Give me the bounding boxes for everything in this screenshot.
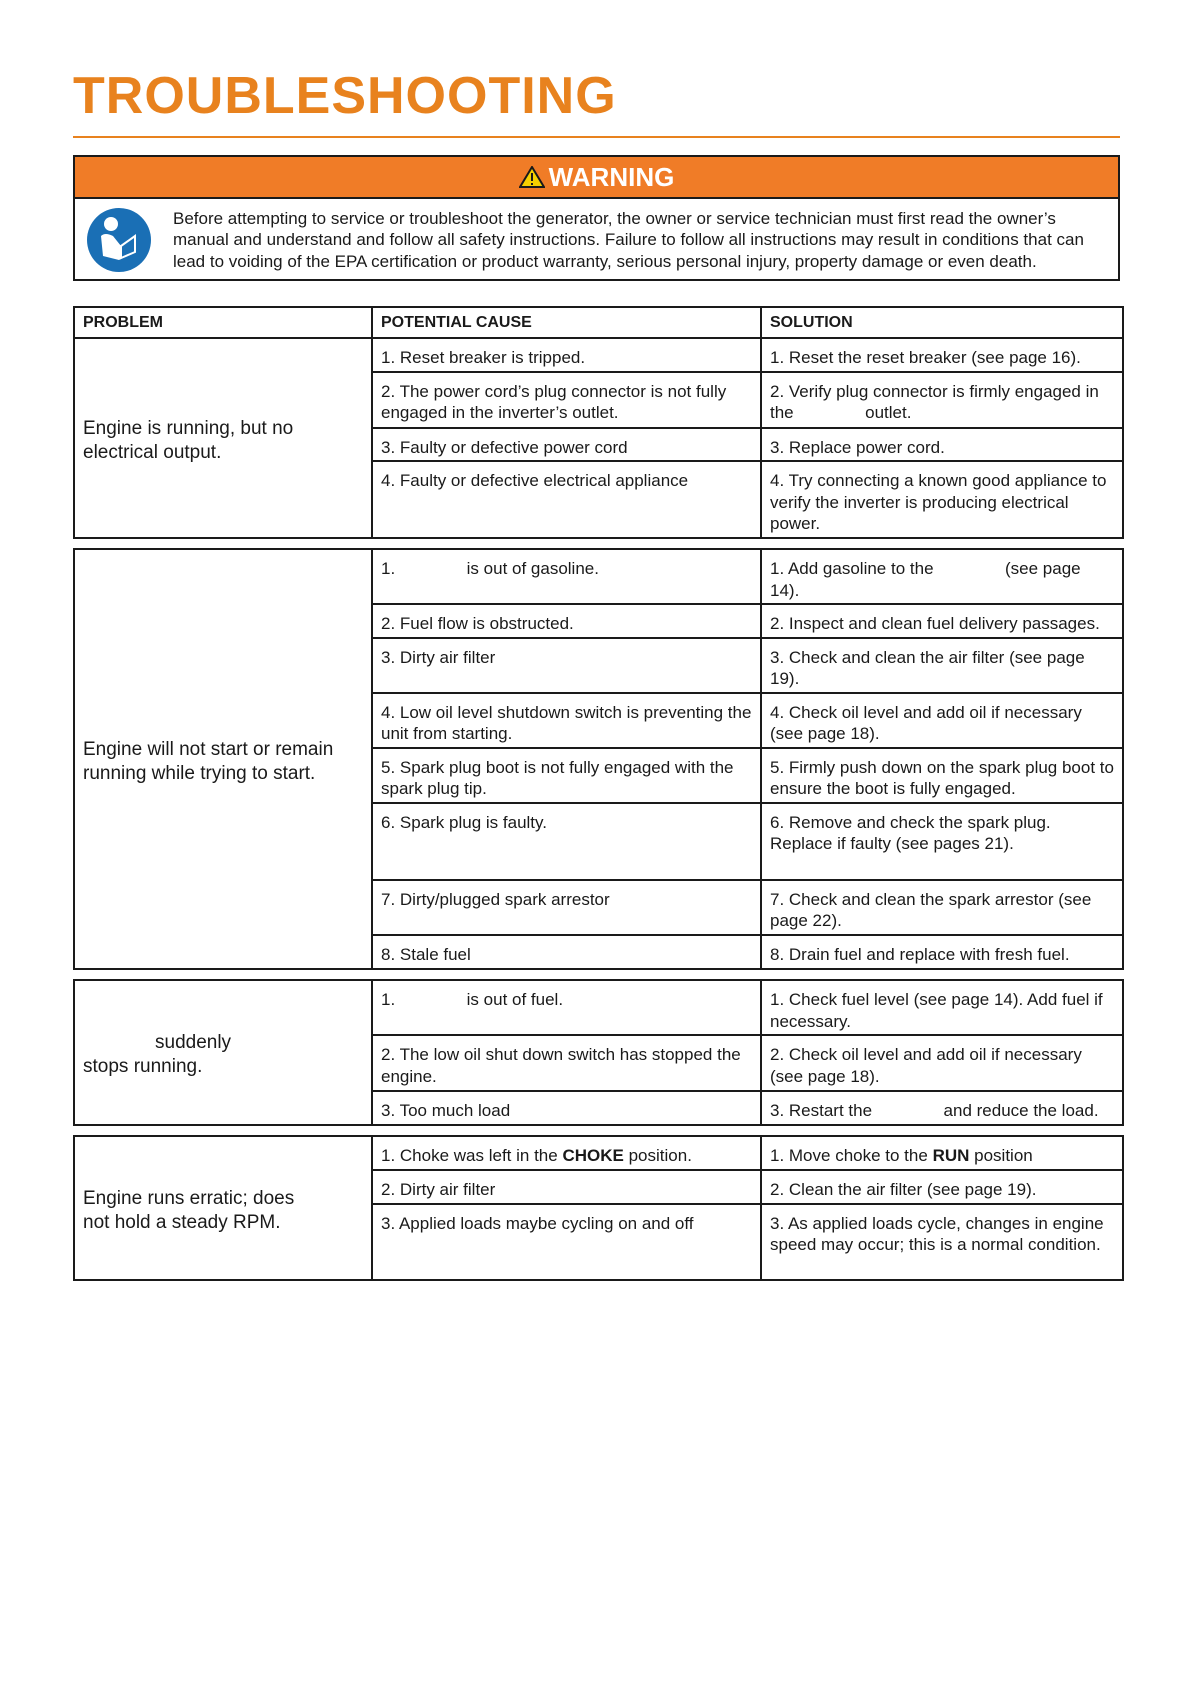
solution-cell: 3. Replace power cord. [761, 428, 1123, 462]
cause-cell: 1. Reset breaker is tripped. [372, 338, 761, 372]
solution-text: and reduce the load. [943, 1101, 1099, 1120]
solution-text: 3. Restart the [770, 1101, 873, 1120]
solution-cell: 3. As applied loads cycle, changes in engine speed may occur; this is a normal condition. [761, 1204, 1123, 1280]
solution-text: position [974, 1146, 1033, 1165]
solution-cell [761, 1136, 1123, 1170]
cause-cell: 4. Low oil level shutdown switch is preventing the unit from starting. [372, 693, 761, 748]
warning-text: Before attempting to service or troubleshoot the generator, the owner or service technician must first read the owner’s manual and understand and follow all safety instructions. Failure to follow all instructions may result in conditions that can lead to voiding of the EPA certification or product warranty, serious personal injury, property damage or even death. [173, 208, 1084, 271]
cause-cell: 3. Applied loads maybe cycling on and off [372, 1204, 761, 1280]
solution-text: outlet. [865, 403, 912, 422]
solution-text: 1. Add gasoline to the [770, 559, 934, 578]
cause-cell: 8. Stale fuel [372, 935, 761, 969]
cause-keyword: CHOKE [562, 1146, 624, 1165]
solution-keyword: RUN [932, 1146, 970, 1165]
problem-text: suddenly [155, 1032, 232, 1054]
cause-cell: 4. Faulty or defective electrical appliance [372, 461, 761, 538]
cause-cell [372, 980, 761, 1035]
cause-cell: 2. The power cord’s plug connector is not fully engaged in the inverter’s outlet. [372, 372, 761, 428]
cause-text: 1. [381, 559, 396, 578]
cause-text: 1. Choke was left in the [381, 1146, 558, 1165]
cause-cell: 3. Too much load [372, 1091, 761, 1125]
solution-text: 1. Move choke to the [770, 1146, 928, 1165]
solution-cell [761, 549, 1123, 604]
cause-text: 1. [381, 990, 396, 1009]
solution-cell [761, 372, 1123, 428]
cause-cell: 2. Dirty air filter [372, 1170, 761, 1204]
solution-cell: 1. Check fuel level (see page 14). Add fuel if necessary. [761, 980, 1123, 1035]
cause-cell: 2. The low oil shut down switch has stopped the engine. [372, 1035, 761, 1091]
cause-cell: 3. Dirty air filter [372, 638, 761, 693]
header-problem: PROBLEM [74, 307, 372, 338]
solution-cell: 2. Check oil level and add oil if necessary (see page 18). [761, 1035, 1123, 1091]
solution-cell: 6. Remove and check the spark plug. Replace if faulty (see pages 21). [761, 803, 1123, 880]
header-cause: POTENTIAL CAUSE [372, 307, 761, 338]
header-solution: SOLUTION [761, 307, 1123, 338]
solution-cell: 2. Inspect and clean fuel delivery passages. [761, 604, 1123, 638]
warning-triangle-icon [519, 166, 545, 188]
cause-text: position. [628, 1146, 692, 1165]
cause-text: is out of fuel. [466, 990, 564, 1009]
cause-text: is out of gasoline. [466, 559, 599, 578]
solution-cell [761, 1091, 1123, 1125]
solution-cell: 7. Check and clean the spark arrestor (see page 22). [761, 880, 1123, 935]
problem-cell [74, 980, 372, 1125]
cause-cell: 2. Fuel flow is obstructed. [372, 604, 761, 638]
troubleshooting-table-no-output [73, 306, 1124, 539]
troubleshooting-table-erratic [73, 1135, 1124, 1281]
solution-cell: 1. Reset the reset breaker (see page 16). [761, 338, 1123, 372]
solution-cell: 2. Clean the air filter (see page 19). [761, 1170, 1123, 1204]
solution-text: 2. Verify plug connector is firmly engaged in the [770, 381, 1099, 422]
page-title: TROUBLESHOOTING [73, 67, 617, 125]
cause-cell [372, 549, 761, 604]
problem-cell: Engine will not start or remain running while trying to start. [74, 549, 372, 969]
warning-header [75, 157, 1118, 199]
cause-cell [372, 1136, 761, 1170]
manual-reading-icon [85, 206, 153, 274]
solution-cell: 4. Check oil level and add oil if necessary (see page 18). [761, 693, 1123, 748]
problem-cell: Engine is running, but no electrical output. [74, 338, 372, 538]
solution-cell: 8. Drain fuel and replace with fresh fuel. [761, 935, 1123, 969]
solution-text: (see page 14). [770, 559, 1081, 600]
cause-cell: 5. Spark plug boot is not fully engaged with the spark plug tip. [372, 748, 761, 803]
solution-cell: 4. Try connecting a known good appliance to verify the inverter is producing electrical power. [761, 461, 1123, 538]
problem-cell: Engine runs erratic; does not hold a steady RPM. [74, 1136, 372, 1280]
cause-cell: 7. Dirty/plugged spark arrestor [372, 880, 761, 935]
problem-text: stops running. [83, 1056, 203, 1078]
cause-cell: 6. Spark plug is faulty. [372, 803, 761, 880]
troubleshooting-table-no-start [73, 548, 1124, 970]
troubleshooting-table-stops-running [73, 979, 1124, 1126]
solution-cell: 3. Check and clean the air filter (see page 19). [761, 638, 1123, 693]
title-divider [73, 136, 1120, 138]
solution-cell: 5. Firmly push down on the spark plug boot to ensure the boot is fully engaged. [761, 748, 1123, 803]
warning-label: WARNING [548, 161, 675, 192]
cause-cell: 3. Faulty or defective power cord [372, 428, 761, 462]
warning-box [73, 155, 1120, 281]
